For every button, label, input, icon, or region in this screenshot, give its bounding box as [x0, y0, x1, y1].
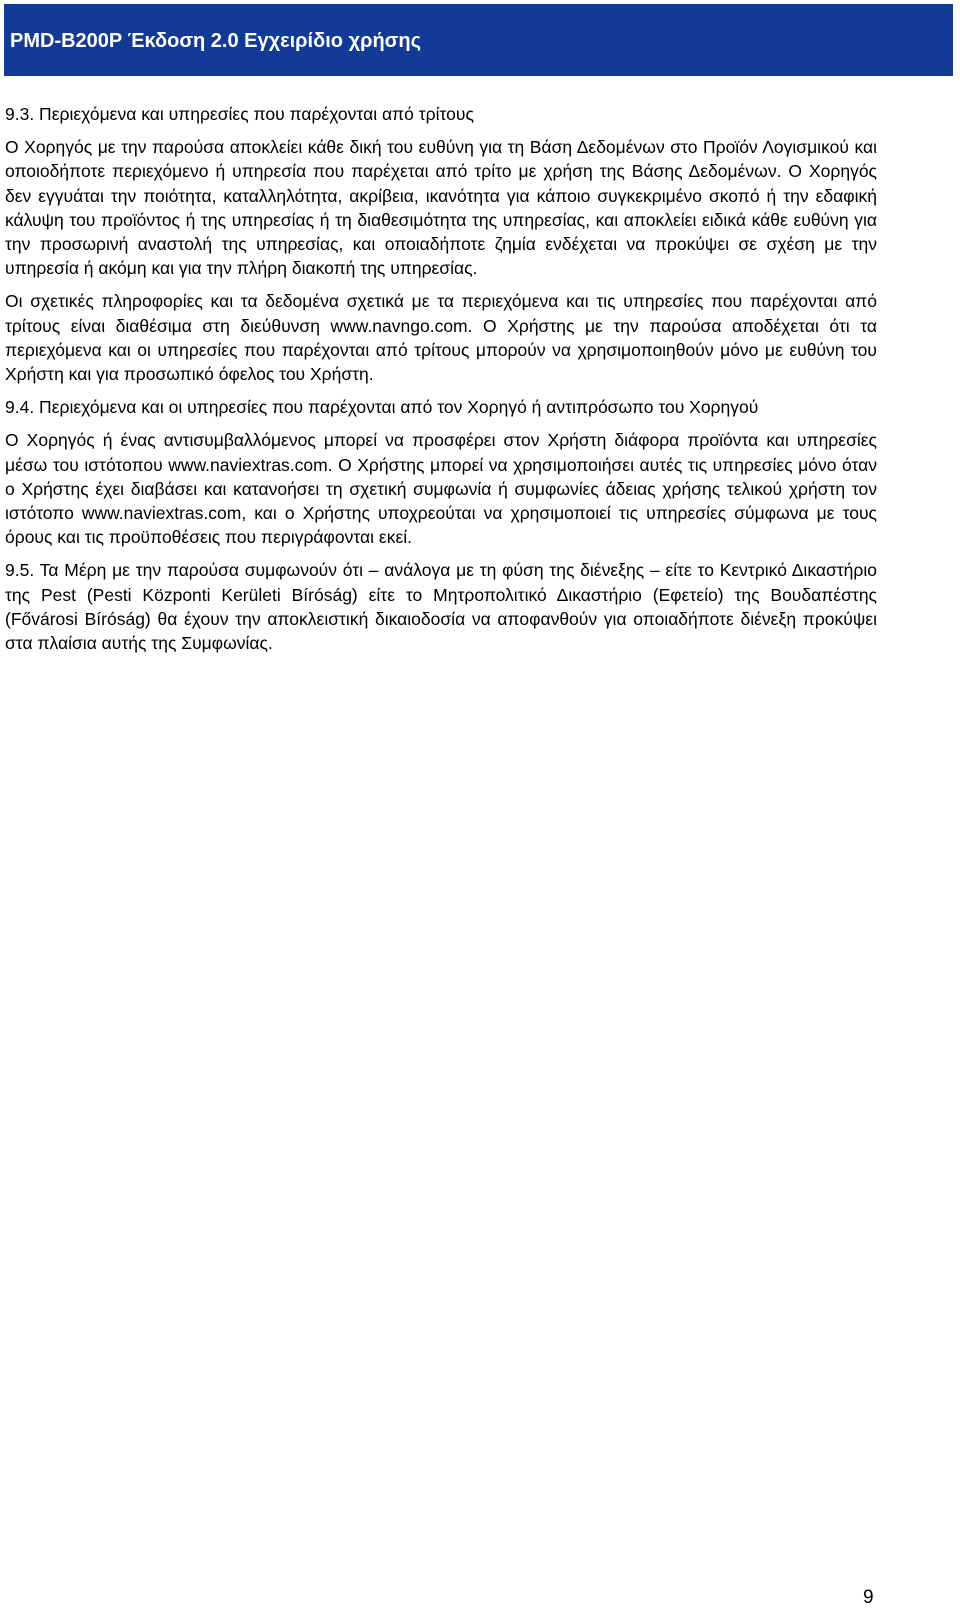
paragraph: Ο Χορηγός με την παρούσα αποκλείει κάθε δική του ευθύνη για τη Βάση Δεδομένων στο Προϊόν Λογισμικού και οποιοδήποτε περιεχόμενο ή υπηρεσία που παρέχεται από τρίτο με χρήση της Βάσης Δεδομένων. Ο Χορηγός δεν εγγυάται την ποιότητα, καταλληλότητα, ακρίβεια, ικανότητα για κάποιο συγκεκριμένο σκοπό ή την εδαφική κάλυψη του προϊόντος ή της υπηρεσίας ή τη διαθεσιμότητα της υπηρεσίας, και αποκλείει ειδικά κάθε ευθύνη για την προσωρινή αναστολή της υπηρεσίας, και οποιαδήποτε ζημία ενδέχεται να προκύψει σε σχέση με την υπηρεσία ή ακόμη και για την πλήρη διακοπή της υπηρεσίας.: [5, 137, 877, 279]
paragraph: Ο Χορηγός ή ένας αντισυμβαλλόμενος μπορεί να προσφέρει στον Χρήστη διάφορα προϊόντα και υπηρεσίες μέσω του ιστότοπου www.naviextras.com. Ο Χρήστης μπορεί να χρησιμοποιήσει αυτές τις υπηρεσίες μόνο όταν ο Χρήστης έχει διαβάσει και κατανοήσει τη σχετική συμφωνία ή συμφωνίες άδειας χρήσης τελικού χρήστη τον ιστότοπο www.naviextras.com, και ο Χρήστης υποχρεούται να χρησιμοποιεί τις υπηρεσίες σύμφωνα με τους όρους και τις προϋποθέσεις που περιγράφονται εκεί.: [5, 430, 877, 548]
header-bar: [4, 4, 953, 76]
paragraph: Οι σχετικές πληροφορίες και τα δεδομένα σχετικά με τα περιεχόμενα και τις υπηρεσίες που παρέχονται από τρίτους είναι διαθέσιμα στη διεύθυνση www.navngo.com. Ο Χρήστης με την παρούσα αποδέχεται ότι τα περιεχόμενα και οι υπηρεσίες που παρέχονται από τρίτους μπορούν να χρησιμοποιηθούν μόνο με ευθύνη του Χρήστη και για προσωπικό όφελος του Χρήστη.: [5, 291, 877, 385]
document-title: PMD-B200P Έκδοση 2.0 Εγχειρίδιο χρήσης: [10, 30, 421, 52]
section-heading-9-3: 9.3. Περιεχόμενα και υπηρεσίες που παρέχονται από τρίτους: [5, 104, 474, 124]
paragraph-9-5: 9.5. Τα Μέρη με την παρούσα συμφωνούν ότι – ανάλογα με τη φύση της διένεξης – είτε το Κεντρικό Δικαστήριο της Pest (Pesti Központi Kerületi Bíróság) είτε το Μητροπολιτικό Δικαστήριο (Εφετείο) της Βουδαπέστης (Fővárosi Bíróság) θα έχουν την αποκλειστική δικαιοδοσία να αποφανθούν για οποιαδήποτε διένεξη προκύψει στα πλαίσια αυτής της Συμφωνίας.: [5, 560, 877, 654]
section-heading-9-4: 9.4. Περιεχόμενα και οι υπηρεσίες που παρέχονται από τον Χορηγό ή αντιπρόσωπο του Χορηγού: [5, 397, 759, 418]
page-number: 9: [863, 1587, 874, 1608]
document-body: [5, 102, 877, 664]
